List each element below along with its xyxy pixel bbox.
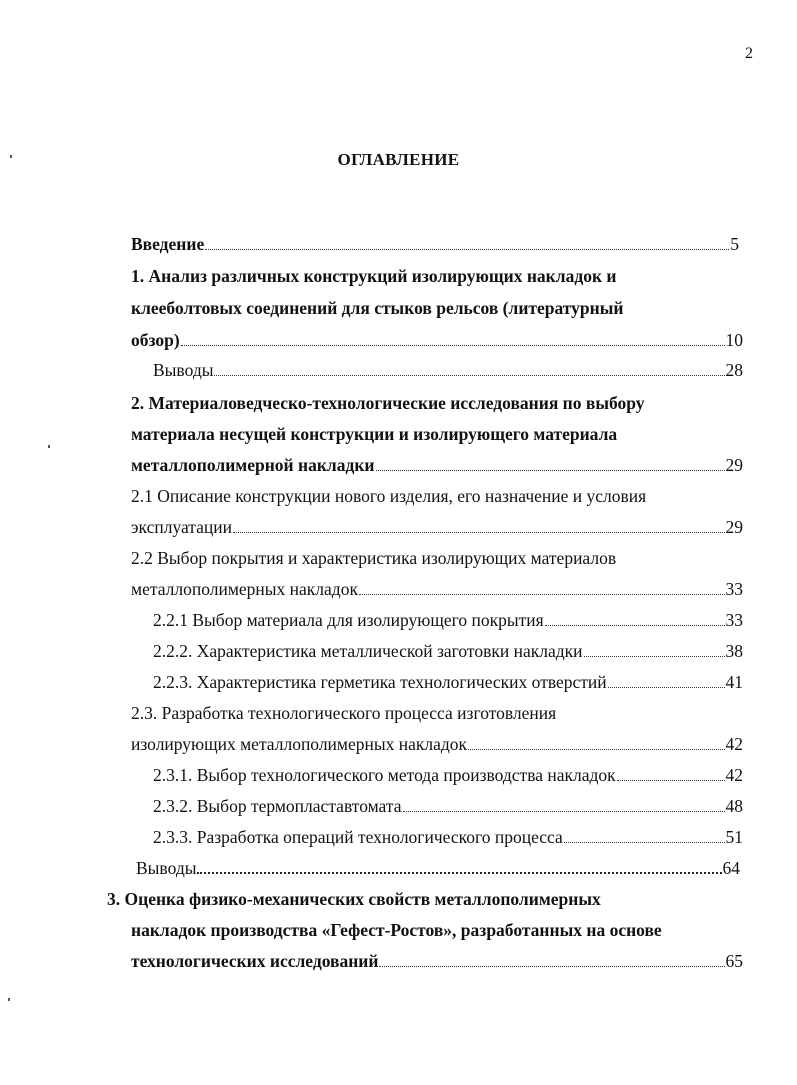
dot-leader [233, 516, 724, 533]
toc-entry-chapter-2-cont: материала несущей конструкции и изолирующего материала [131, 424, 618, 444]
dot-leader [197, 856, 721, 874]
toc-entry-section-2-1-end[interactable]: эксплуатации 29 [131, 517, 743, 537]
scan-artifact [10, 155, 12, 158]
toc-entry-section-2-3[interactable]: 2.3. Разработка технологического процесса изготовления [131, 703, 557, 723]
toc-entry-section-2-2-end[interactable]: металлополимерных накладок 33 [131, 579, 743, 599]
dot-leader [181, 329, 725, 346]
toc-page-number: 51 [725, 827, 743, 847]
dot-leader [617, 764, 725, 781]
toc-page-number: 33 [725, 610, 743, 630]
toc-entry-section-2-1[interactable]: 2.1 Описание конструкции нового изделия, его назначение и условия [131, 486, 647, 506]
toc-entry-section-2-2-1[interactable]: 2.2.1 Выбор материала для изолирующего покрытия 33 [153, 610, 743, 630]
toc-page-number: 28 [725, 360, 743, 380]
toc-entry-conclusions-2[interactable]: Выводы 64 [136, 858, 740, 878]
toc-page-number: 64 [722, 858, 740, 878]
dot-leader [376, 454, 725, 471]
toc-entry-chapter-3-end[interactable]: технологических исследований 65 [131, 951, 743, 971]
toc-page-number: 38 [725, 641, 743, 661]
toc-entry-section-2-2-2[interactable]: 2.2.2. Характеристика металлической заготовки накладки 38 [153, 641, 743, 661]
toc-entry-section-2-3-2[interactable]: 2.3.2. Выбор термопластавтомата 48 [153, 796, 743, 816]
toc-entry-chapter-3[interactable]: 3. Оценка физико-механических свойств металлополимерных [107, 889, 601, 909]
toc-entry-section-2-3-3[interactable]: 2.3.3. Разработка операций технологического процесса 51 [153, 827, 743, 847]
toc-page-number: 42 [725, 765, 743, 785]
toc-entry-chapter-2[interactable]: 2. Материаловедческо-технологические исследования по выбору [131, 393, 645, 413]
toc-entry-section-2-3-1[interactable]: 2.3.1. Выбор технологического метода производства накладок 42 [153, 765, 743, 785]
toc-page-number: 29 [725, 455, 743, 475]
dot-leader [584, 640, 725, 657]
toc-entry-chapter-3-cont: накладок производства «Гефест-Ростов», разработанных на основе [131, 920, 662, 940]
scan-artifact [48, 445, 50, 448]
toc-page-number: 48 [725, 796, 743, 816]
dot-leader [379, 950, 724, 967]
toc-entry-section-2-2-3[interactable]: 2.2.3. Характеристика герметика технологических отверстий 41 [153, 672, 743, 692]
page-number: 2 [745, 45, 753, 62]
dot-leader [545, 609, 725, 626]
toc-entry-chapter-1[interactable]: 1. Анализ различных конструкций изолирующих накладок и [131, 266, 617, 286]
toc-page-number: 41 [725, 672, 743, 692]
dot-leader [403, 795, 725, 812]
toc-page-number: 33 [725, 579, 743, 599]
toc-entry-section-2-3-end[interactable]: изолирующих металлополимерных накладок 42 [131, 734, 743, 754]
dot-leader [205, 233, 729, 250]
toc-page-number: 5 [730, 234, 739, 254]
dot-leader [608, 671, 725, 688]
dot-leader [214, 359, 724, 376]
scan-artifact [8, 998, 10, 1001]
toc-page-number: 29 [725, 517, 743, 537]
toc-entry-chapter-1-end[interactable]: обзор) 10 [131, 330, 743, 350]
toc-entry-chapter-1-cont: клееболтовых соединений для стыков рельсов (литературный [131, 298, 624, 318]
dot-leader [468, 733, 724, 750]
dot-leader [564, 826, 725, 843]
toc-page-number: 42 [725, 734, 743, 754]
toc-entry-conclusions-1[interactable]: Выводы 28 [153, 360, 743, 380]
toc-page-number: 65 [725, 951, 743, 971]
page-title: ОГЛАВЛЕНИЕ [337, 150, 460, 169]
toc-entry-chapter-2-end[interactable]: металлополимерной накладки 29 [131, 455, 743, 475]
toc-page-number: 10 [725, 330, 743, 350]
toc-entry-introduction[interactable]: Введение 5 [131, 234, 739, 254]
dot-leader [359, 578, 725, 595]
toc-entry-section-2-2[interactable]: 2.2 Выбор покрытия и характеристика изолирующих материалов [131, 548, 617, 568]
